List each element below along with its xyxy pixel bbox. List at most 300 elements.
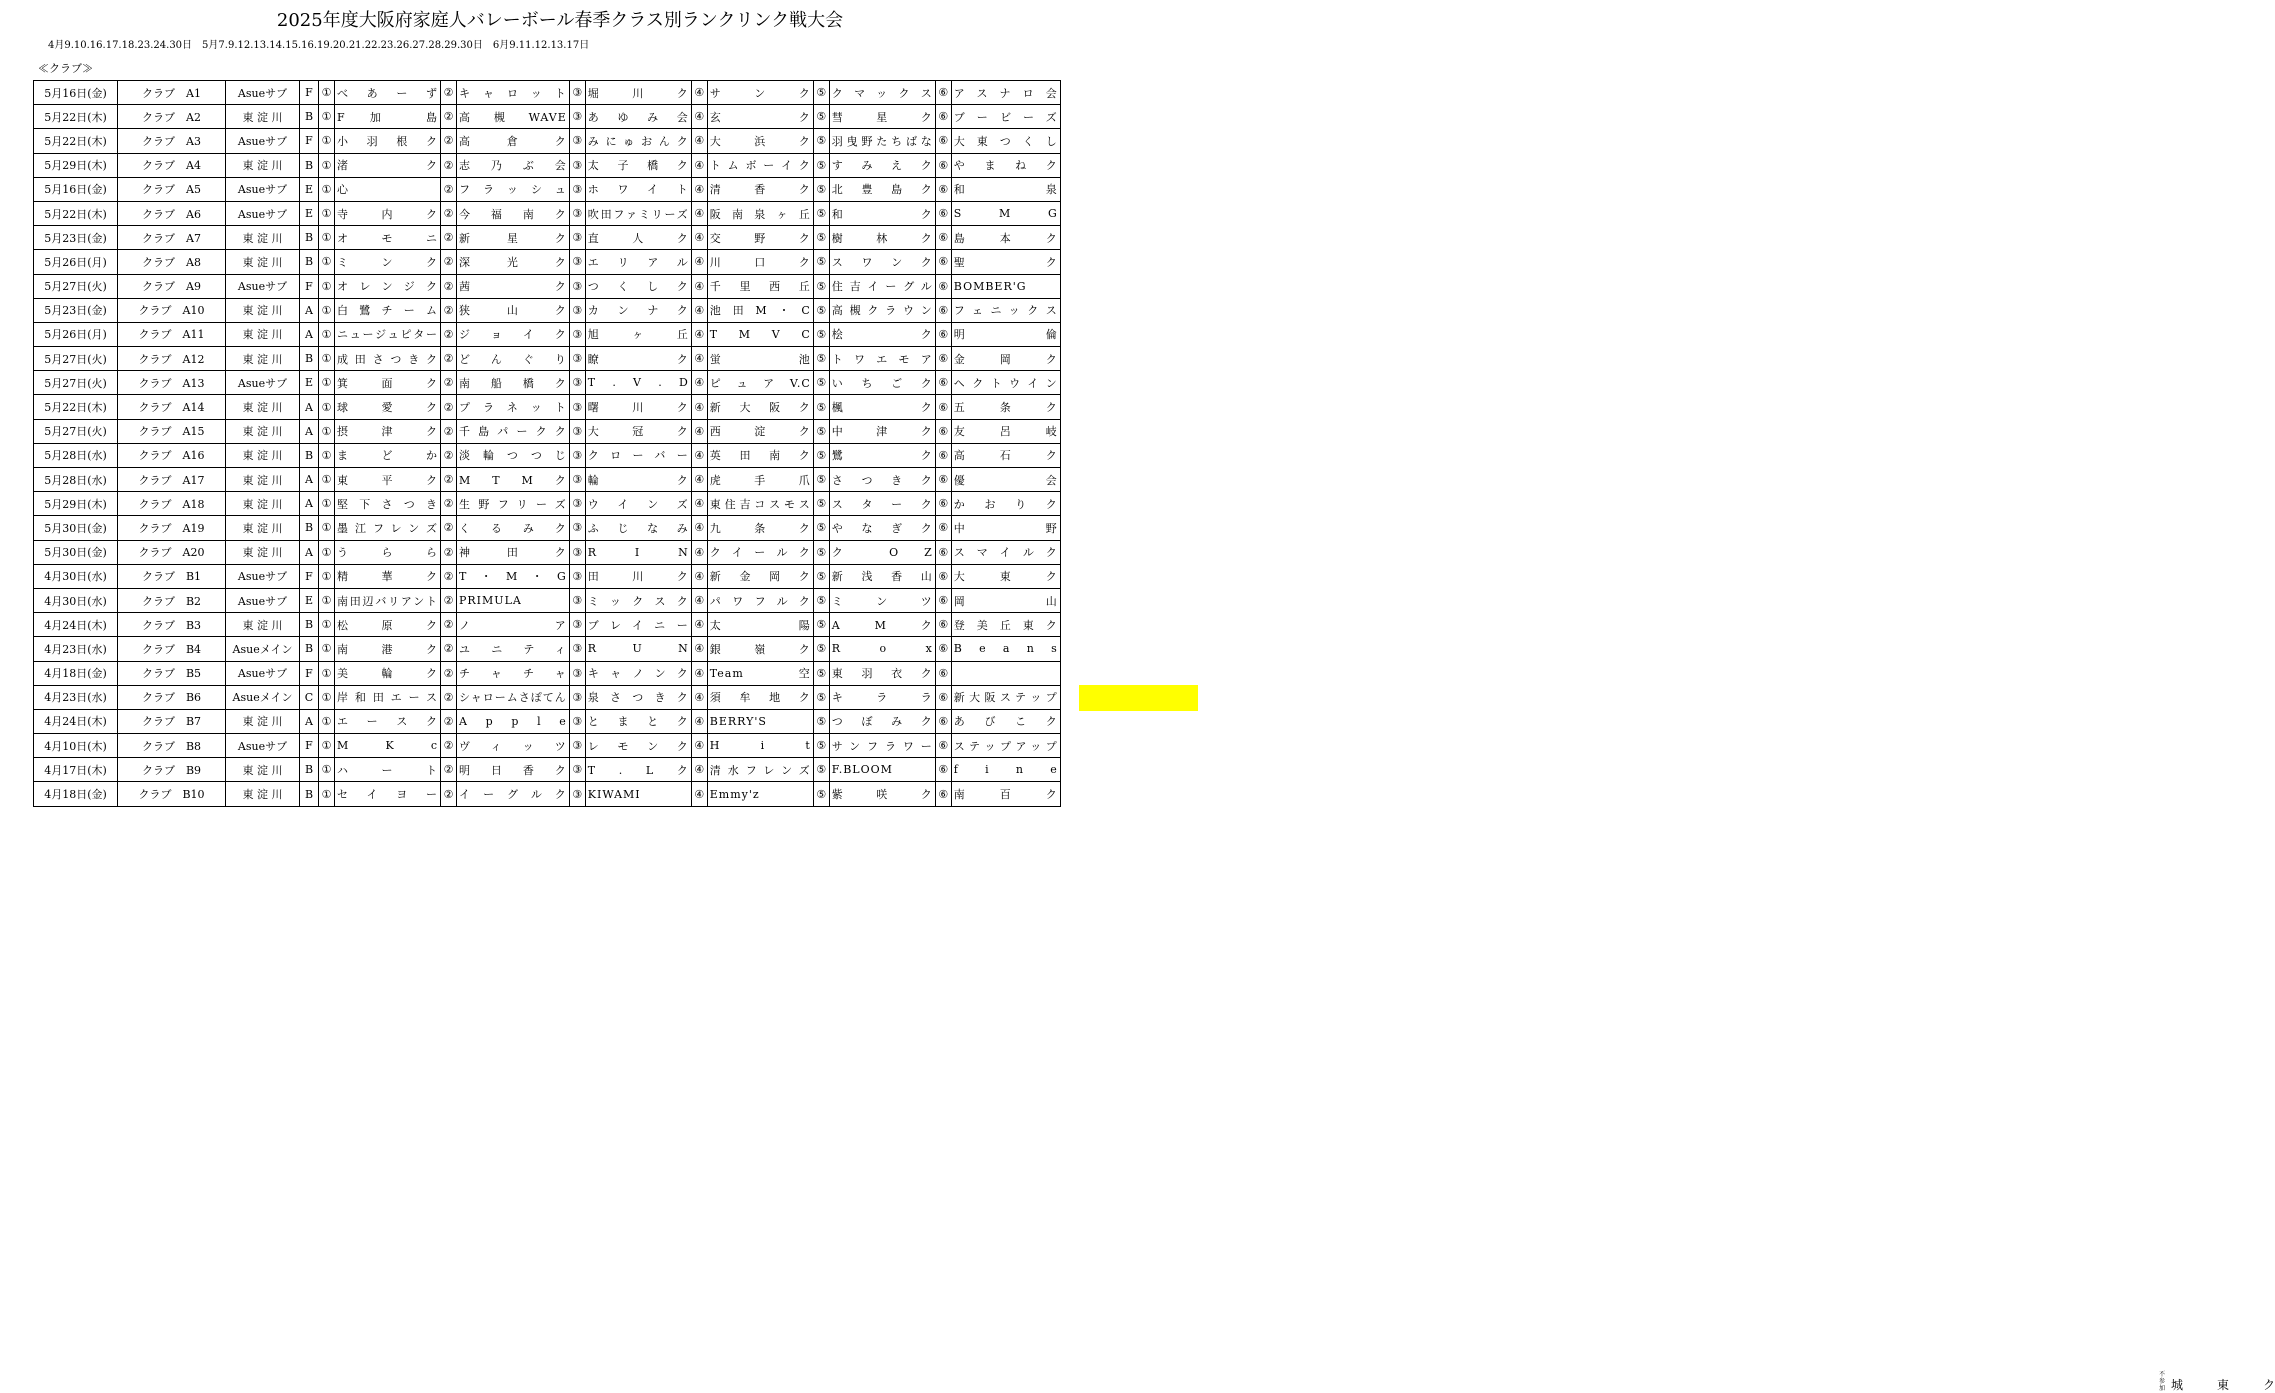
league-name: クラブ A4 <box>118 153 226 177</box>
team-name: T M V C <box>707 322 813 346</box>
league-row <box>34 371 1061 395</box>
seed-number: ⑤ <box>813 129 829 153</box>
team-name: つ く し ク <box>585 274 691 298</box>
league-row <box>34 322 1061 346</box>
team-name: R U N <box>585 637 691 661</box>
team-name: 輪 ク <box>585 468 691 492</box>
league-name: クラブ A17 <box>118 468 226 492</box>
seed-number: ⑥ <box>935 105 951 129</box>
seed-number: ⑤ <box>813 226 829 250</box>
league-name: クラブ A9 <box>118 274 226 298</box>
seed-number: ⑤ <box>813 685 829 709</box>
team-name: 堀 川 ク <box>585 81 691 105</box>
venue: Asueサブ <box>226 371 300 395</box>
absent-team: 城 東 ク <box>2171 1378 2275 1392</box>
team-name: ヘクトウイン <box>951 371 1060 395</box>
seed-number: ① <box>319 468 335 492</box>
court: E <box>300 371 319 395</box>
seed-number: ⑤ <box>813 613 829 637</box>
seed-number: ③ <box>569 782 585 806</box>
team-name: 南田辺バリアント <box>335 588 441 612</box>
seed-number: ⑥ <box>935 516 951 540</box>
team-name: オレンジク <box>335 274 441 298</box>
seed-number: ① <box>319 322 335 346</box>
team-name: 聖 ク <box>951 250 1060 274</box>
venue: 東 淀 川 <box>226 419 300 443</box>
page-title: 2025年度大阪府家庭人バレーボール春季クラス別ランクリンク戦大会 <box>276 10 844 31</box>
seed-number: ⑥ <box>935 564 951 588</box>
seed-number: ④ <box>691 443 707 467</box>
match-date: 5月22日(木) <box>34 105 118 129</box>
court: B <box>300 347 319 371</box>
league-name: クラブ A6 <box>118 201 226 225</box>
team-name: 千島パークク <box>457 419 570 443</box>
team-name: すみえク <box>829 153 935 177</box>
seed-number: ⑥ <box>935 201 951 225</box>
team-name: KIWAMI <box>585 782 691 806</box>
match-date: 4月10日(木) <box>34 734 118 758</box>
league-row <box>34 685 1061 709</box>
seed-number: ⑥ <box>935 226 951 250</box>
team-name: ニュージュピター <box>335 322 441 346</box>
league-row <box>34 250 1061 274</box>
match-date: 5月22日(木) <box>34 201 118 225</box>
match-date: 4月23日(水) <box>34 637 118 661</box>
team-name: 渚 ク <box>335 153 441 177</box>
seed-number: ③ <box>569 709 585 733</box>
team-name: 島 本 ク <box>951 226 1060 250</box>
team-name: 高槻クラウン <box>829 298 935 322</box>
seed-number: ④ <box>691 758 707 782</box>
team-name: M T M ク <box>457 468 570 492</box>
team-name: 志乃ぶ会 <box>457 153 570 177</box>
seed-number: ③ <box>569 637 585 661</box>
team-name: ハ ー ト <box>335 758 441 782</box>
team-name: 新大阪ステップ <box>951 685 1060 709</box>
seed-number: ② <box>441 516 457 540</box>
team-name: 新 金 岡 ク <box>707 564 813 588</box>
team-name: オ モ ニ <box>335 226 441 250</box>
seed-number: ⑥ <box>935 540 951 564</box>
court: F <box>300 129 319 153</box>
team-name: 優 会 <box>951 468 1060 492</box>
seed-number: ④ <box>691 153 707 177</box>
team-name: 須 牟 地 ク <box>707 685 813 709</box>
league-name: クラブ B9 <box>118 758 226 782</box>
team-name: 成田さつきク <box>335 347 441 371</box>
team-name: キャノンク <box>585 661 691 685</box>
seed-number: ⑤ <box>813 274 829 298</box>
team-name: やまねク <box>951 153 1060 177</box>
court: B <box>300 250 319 274</box>
seed-number: ⑥ <box>935 371 951 395</box>
league-name: クラブ A10 <box>118 298 226 322</box>
team-name: B e a n s <box>951 637 1060 661</box>
league-row <box>34 419 1061 443</box>
seed-number: ④ <box>691 395 707 419</box>
team-name: カンナク <box>585 298 691 322</box>
seed-number: ① <box>319 564 335 588</box>
venue: 東 淀 川 <box>226 347 300 371</box>
seed-number: ⑤ <box>813 177 829 201</box>
seed-number: ⑤ <box>813 419 829 443</box>
team-name: フラッシュ <box>457 177 570 201</box>
seed-number: ③ <box>569 734 585 758</box>
venue: 東 淀 川 <box>226 322 300 346</box>
court: C <box>300 685 319 709</box>
league-row <box>34 129 1061 153</box>
team-name: ステップアップ <box>951 734 1060 758</box>
team-name: アスナロ会 <box>951 81 1060 105</box>
team-name: 深 光 ク <box>457 250 570 274</box>
match-date: 5月27日(火) <box>34 274 118 298</box>
league-name: クラブ B4 <box>118 637 226 661</box>
venue: 東 淀 川 <box>226 395 300 419</box>
seed-number: ⑥ <box>935 709 951 733</box>
seed-number: ⑥ <box>935 395 951 419</box>
league-name: クラブ A12 <box>118 347 226 371</box>
venue: 東 淀 川 <box>226 782 300 806</box>
seed-number: ⑥ <box>935 637 951 661</box>
court: E <box>300 588 319 612</box>
team-name: ふじなみ <box>585 516 691 540</box>
venue: Asueサブ <box>226 734 300 758</box>
team-name: 心 <box>335 177 441 201</box>
seed-number: ② <box>441 540 457 564</box>
team-name: 田 川 ク <box>585 564 691 588</box>
team-name: 池田M・C <box>707 298 813 322</box>
absent-label: 不参加 <box>2159 1371 2166 1392</box>
seed-number: ① <box>319 250 335 274</box>
seed-number: ③ <box>569 492 585 516</box>
seed-number: ⑥ <box>935 443 951 467</box>
team-name: 神 田 ク <box>457 540 570 564</box>
team-name: 曙 川 ク <box>585 395 691 419</box>
seed-number: ⑤ <box>813 637 829 661</box>
team-name: かおりク <box>951 492 1060 516</box>
team-name: サ ン ク <box>707 81 813 105</box>
seed-number: ⑤ <box>813 395 829 419</box>
seed-number: ⑤ <box>813 468 829 492</box>
league-row <box>34 274 1061 298</box>
seed-number: ③ <box>569 129 585 153</box>
team-name: 蛍 池 <box>707 347 813 371</box>
team-name: キ ラ ラ <box>829 685 935 709</box>
seed-number: ⑥ <box>935 347 951 371</box>
seed-number: ① <box>319 81 335 105</box>
league-name: クラブ A18 <box>118 492 226 516</box>
court: F <box>300 564 319 588</box>
seed-number: ⑤ <box>813 105 829 129</box>
team-name: 阪南泉ヶ丘 <box>707 201 813 225</box>
court: F <box>300 734 319 758</box>
seed-number: ② <box>441 129 457 153</box>
absent-note <box>1079 685 2275 1392</box>
venue: Asueサブ <box>226 201 300 225</box>
court: E <box>300 177 319 201</box>
team-name: セイヨー <box>335 782 441 806</box>
court: A <box>300 322 319 346</box>
team-name: Team空 <box>707 661 813 685</box>
team-name: H i t <box>707 734 813 758</box>
team-name: 新 大 阪 ク <box>707 395 813 419</box>
team-name: PRIMULA <box>457 588 570 612</box>
seed-number: ⑤ <box>813 588 829 612</box>
seed-number: ⑥ <box>935 298 951 322</box>
seed-number: ⑤ <box>813 661 829 685</box>
seed-number: ① <box>319 177 335 201</box>
team-name: R o x <box>829 637 935 661</box>
venue: Asueサブ <box>226 564 300 588</box>
league-name: クラブ A2 <box>118 105 226 129</box>
seed-number: ② <box>441 588 457 612</box>
seed-number: ① <box>319 758 335 782</box>
match-date: 5月28日(水) <box>34 468 118 492</box>
team-name: みにゅおんク <box>585 129 691 153</box>
team-name: ヴィッツ <box>457 734 570 758</box>
team-name: ユニティ <box>457 637 570 661</box>
team-name: 北 豊 島 ク <box>829 177 935 201</box>
seed-number: ③ <box>569 395 585 419</box>
seed-number: ④ <box>691 129 707 153</box>
seed-number: ⑥ <box>935 758 951 782</box>
team-name: Emmy'z <box>707 782 813 806</box>
seed-number: ④ <box>691 588 707 612</box>
team-name: 小 羽 根 ク <box>335 129 441 153</box>
seed-number: ② <box>441 709 457 733</box>
team-name: ミンツ <box>829 588 935 612</box>
team-name: クローバー <box>585 443 691 467</box>
team-name: 堅下さつき <box>335 492 441 516</box>
court: F <box>300 661 319 685</box>
team-name: クマックス <box>829 81 935 105</box>
team-name: 高槻WAVE <box>457 105 570 129</box>
seed-number: ④ <box>691 347 707 371</box>
venue: 東 淀 川 <box>226 540 300 564</box>
seed-number: ① <box>319 613 335 637</box>
team-name: ピュアV.C <box>707 371 813 395</box>
seed-number: ⑤ <box>813 250 829 274</box>
seed-number: ④ <box>691 105 707 129</box>
seed-number: ① <box>319 274 335 298</box>
league-name: クラブ A20 <box>118 540 226 564</box>
court: F <box>300 81 319 105</box>
team-name: 南 港 ク <box>335 637 441 661</box>
match-date: 5月28日(水) <box>34 443 118 467</box>
team-name: 南 船 橋 ク <box>457 371 570 395</box>
seed-number: ④ <box>691 298 707 322</box>
match-date: 5月27日(火) <box>34 371 118 395</box>
team-name: 高 倉 ク <box>457 129 570 153</box>
court: B <box>300 637 319 661</box>
venue: 東 淀 川 <box>226 250 300 274</box>
team-name: 楓 ク <box>829 395 935 419</box>
seed-number: ② <box>441 661 457 685</box>
seed-number: ① <box>319 734 335 758</box>
league-name: クラブ A7 <box>118 226 226 250</box>
team-name: 大 東 ク <box>951 564 1060 588</box>
team-name: 東住吉コスモス <box>707 492 813 516</box>
seed-number: ② <box>441 468 457 492</box>
seed-number: ② <box>441 81 457 105</box>
league-row <box>34 177 1061 201</box>
seed-number: ④ <box>691 637 707 661</box>
seed-number: ⑤ <box>813 492 829 516</box>
seed-number: ③ <box>569 322 585 346</box>
league-name: クラブ B8 <box>118 734 226 758</box>
team-name: 羽曳野たちばな <box>829 129 935 153</box>
seed-number: ⑥ <box>935 734 951 758</box>
court: E <box>300 201 319 225</box>
seed-number: ② <box>441 758 457 782</box>
team-name: さつきク <box>829 468 935 492</box>
team-name: 川 口 ク <box>707 250 813 274</box>
court: B <box>300 613 319 637</box>
venue: Asueサブ <box>226 129 300 153</box>
match-date: 5月29日(木) <box>34 492 118 516</box>
seed-number: ⑥ <box>935 81 951 105</box>
court: A <box>300 492 319 516</box>
team-name: ノ ア <box>457 613 570 637</box>
team-name: いちごク <box>829 371 935 395</box>
venue: 東 淀 川 <box>226 758 300 782</box>
league-row <box>34 153 1061 177</box>
seed-number: ④ <box>691 613 707 637</box>
team-name: 寺 内 ク <box>335 201 441 225</box>
team-name: スマイルク <box>951 540 1060 564</box>
seed-number: ⑥ <box>935 661 951 685</box>
match-date: 4月18日(金) <box>34 661 118 685</box>
team-name: 白鷺チーム <box>335 298 441 322</box>
seed-number: ④ <box>691 685 707 709</box>
match-date: 4月23日(水) <box>34 685 118 709</box>
league-row <box>34 443 1061 467</box>
team-name: 新 星 ク <box>457 226 570 250</box>
seed-number: ② <box>441 443 457 467</box>
league-row <box>34 637 1061 661</box>
seed-number: ③ <box>569 81 585 105</box>
league-name: クラブ A8 <box>118 250 226 274</box>
seed-number: ⑤ <box>813 758 829 782</box>
venue: Asueサブ <box>226 661 300 685</box>
team-name: どんぐり <box>457 347 570 371</box>
seed-number: ⑤ <box>813 371 829 395</box>
seed-number: ② <box>441 564 457 588</box>
court: F <box>300 274 319 298</box>
team-name: ミックスク <box>585 588 691 612</box>
team-name: 清水フレンズ <box>707 758 813 782</box>
seed-number: ⑥ <box>935 588 951 612</box>
team-name: ウインズ <box>585 492 691 516</box>
team-name: 球 愛 ク <box>335 395 441 419</box>
court: A <box>300 540 319 564</box>
seed-number: ③ <box>569 516 585 540</box>
seed-number: ① <box>319 661 335 685</box>
seed-number: ④ <box>691 81 707 105</box>
seed-number: ① <box>319 153 335 177</box>
seed-number: ⑤ <box>813 443 829 467</box>
match-date: 5月23日(金) <box>34 226 118 250</box>
match-date: 4月24日(木) <box>34 709 118 733</box>
team-name: 中 野 <box>951 516 1060 540</box>
league-row <box>34 564 1061 588</box>
seed-number: ⑥ <box>935 613 951 637</box>
team-name: 桧 ク <box>829 322 935 346</box>
team-name: ジョイク <box>457 322 570 346</box>
seed-number: ① <box>319 709 335 733</box>
league-row <box>34 540 1061 564</box>
seed-number: ④ <box>691 734 707 758</box>
team-name: ミ ン ク <box>335 250 441 274</box>
seed-number: ② <box>441 734 457 758</box>
team-name: 九 条 ク <box>707 516 813 540</box>
seed-number: ① <box>319 492 335 516</box>
venue: Asueサブ <box>226 588 300 612</box>
seed-number: ④ <box>691 371 707 395</box>
seed-number: ③ <box>569 201 585 225</box>
match-date: 5月30日(金) <box>34 516 118 540</box>
league-name: クラブ B6 <box>118 685 226 709</box>
team-name: あゆみ会 <box>585 105 691 129</box>
venue: Asueメイン <box>226 685 300 709</box>
seed-number: ② <box>441 613 457 637</box>
seed-number: ⑥ <box>935 782 951 806</box>
court: B <box>300 226 319 250</box>
team-name: スターク <box>829 492 935 516</box>
venue: 東 淀 川 <box>226 153 300 177</box>
seed-number: ③ <box>569 226 585 250</box>
seed-number: ③ <box>569 105 585 129</box>
team-name: やなぎク <box>829 516 935 540</box>
match-date: 4月24日(木) <box>34 613 118 637</box>
team-name: T・M・G <box>457 564 570 588</box>
team-name: 淡輪つつじ <box>457 443 570 467</box>
seed-number: ④ <box>691 516 707 540</box>
league-row <box>34 709 1061 733</box>
seed-number: ④ <box>691 709 707 733</box>
seed-number: ① <box>319 129 335 153</box>
league-name: クラブ A1 <box>118 81 226 105</box>
team-name: BERRY'S <box>707 709 813 733</box>
seed-number: ② <box>441 322 457 346</box>
team-name: 高 石 ク <box>951 443 1060 467</box>
seed-number: ⑥ <box>935 250 951 274</box>
seed-number: ① <box>319 637 335 661</box>
seed-number: ⑥ <box>935 177 951 201</box>
match-date: 5月29日(木) <box>34 153 118 177</box>
seed-number: ② <box>441 419 457 443</box>
league-row <box>34 81 1061 105</box>
seed-number: ③ <box>569 661 585 685</box>
team-name: キャロット <box>457 81 570 105</box>
match-date: 5月30日(金) <box>34 540 118 564</box>
league-row <box>34 758 1061 782</box>
venue: Asueサブ <box>226 177 300 201</box>
team-name: 摂 津 ク <box>335 419 441 443</box>
seed-number: ④ <box>691 201 707 225</box>
league-row <box>34 782 1061 806</box>
team-name: 西 淀 ク <box>707 419 813 443</box>
seed-number: ⑤ <box>813 298 829 322</box>
court: A <box>300 468 319 492</box>
seed-number: ② <box>441 201 457 225</box>
seed-number: ④ <box>691 492 707 516</box>
league-row <box>34 516 1061 540</box>
match-date: 4月30日(水) <box>34 564 118 588</box>
team-name: 金 岡 ク <box>951 347 1060 371</box>
match-date: 5月22日(木) <box>34 129 118 153</box>
seed-number: ③ <box>569 371 585 395</box>
